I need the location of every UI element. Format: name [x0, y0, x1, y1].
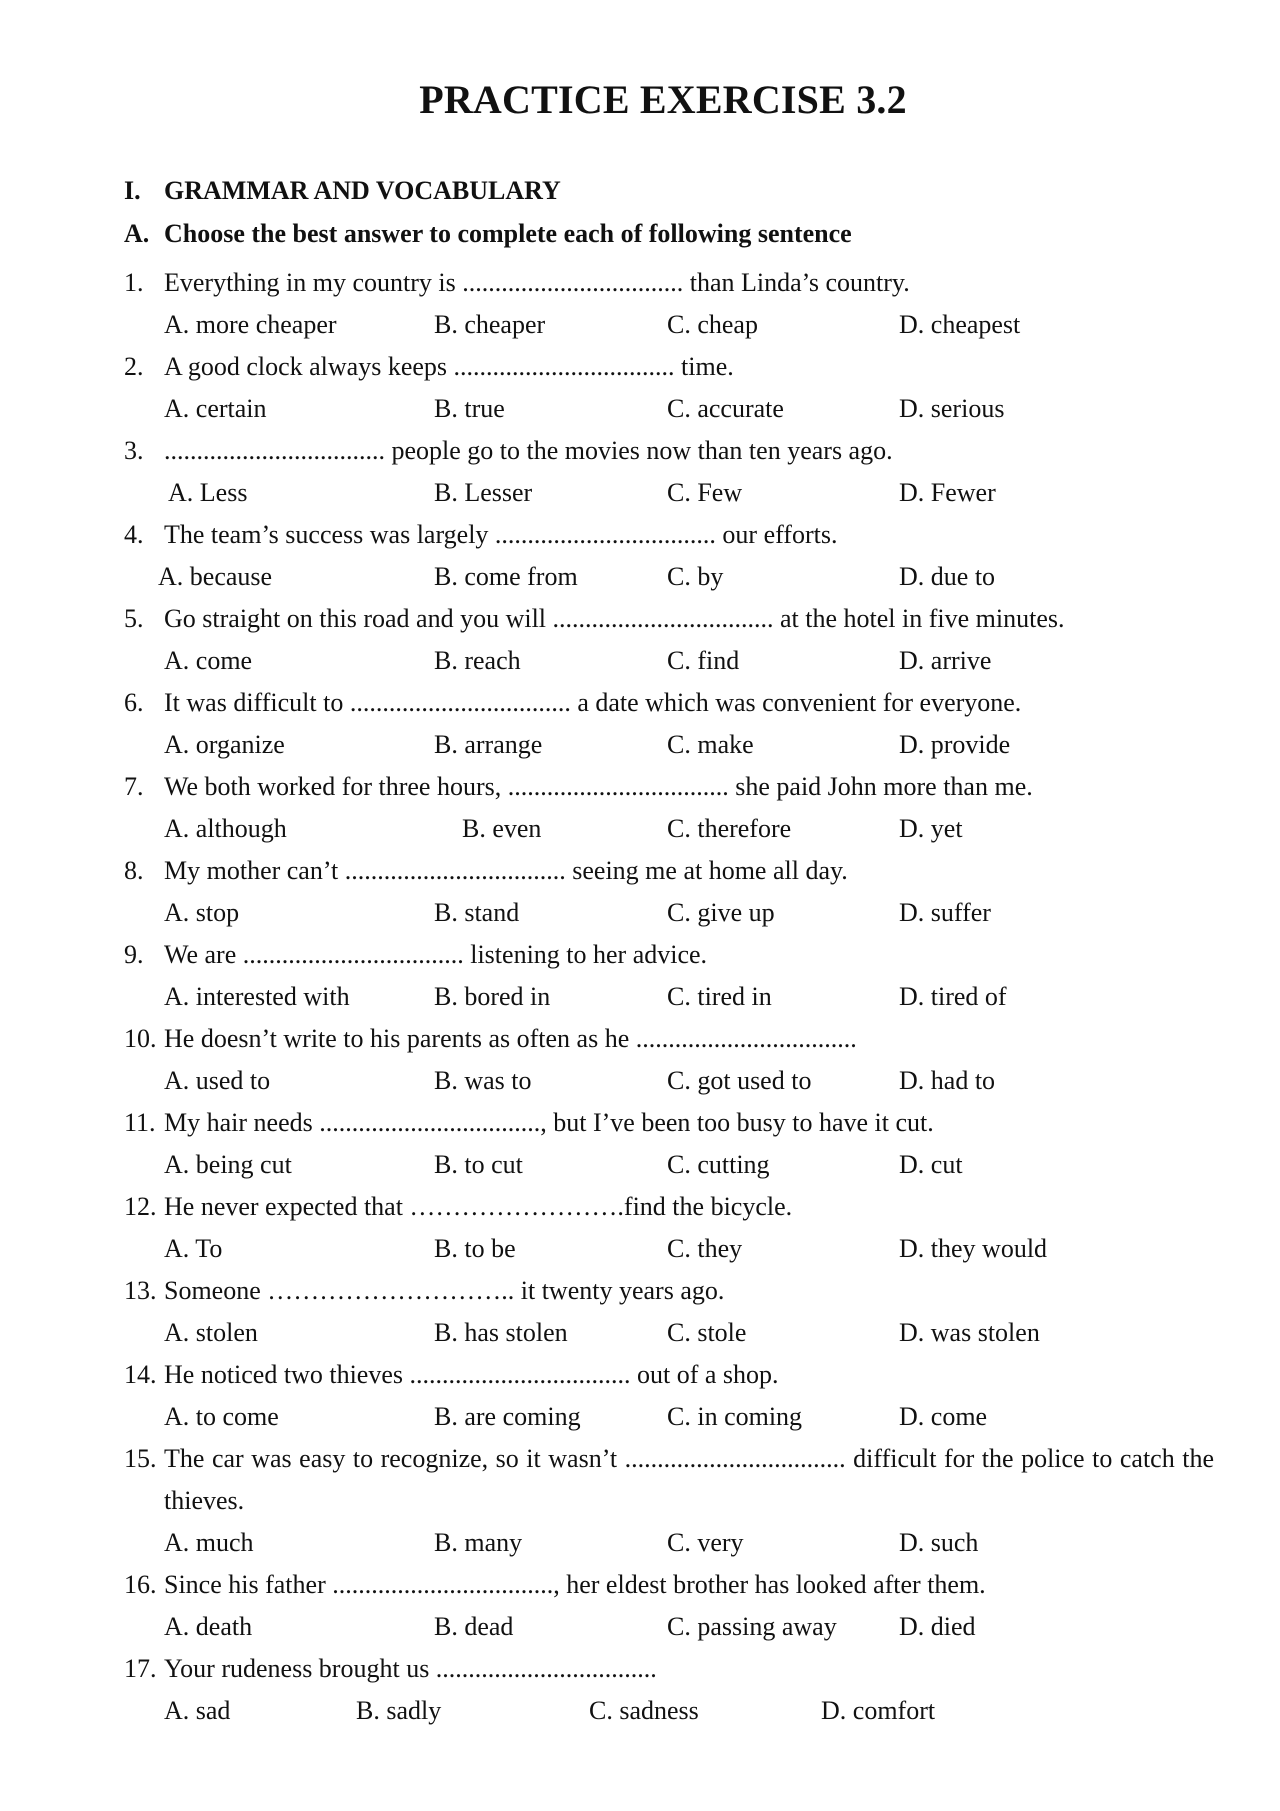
- option-b: B. to be: [434, 1234, 516, 1263]
- option-a: A. stolen: [164, 1318, 258, 1347]
- option-a: A. death: [164, 1612, 253, 1641]
- option-a: A. Less: [168, 478, 248, 507]
- answer-options: [124, 724, 1214, 766]
- question-number: 11.: [124, 1108, 156, 1137]
- section-label: GRAMMAR AND VOCABULARY: [164, 176, 561, 205]
- question-number: 14.: [124, 1360, 157, 1389]
- question-number: 15.: [124, 1444, 157, 1473]
- question-number: 16.: [124, 1570, 157, 1599]
- question-text: We are .................................. listening to her advice.: [164, 940, 708, 969]
- question-text: He doesn’t write to his parents as often as he ..................................: [164, 1024, 857, 1053]
- question-17: [124, 1648, 1214, 1732]
- question-9: [124, 934, 1214, 1018]
- option-b: B. sadly: [356, 1696, 442, 1725]
- option-a: A. to come: [164, 1402, 279, 1431]
- question-text: He never expected that …………………….find the bicycle.: [164, 1192, 793, 1221]
- page-title: PRACTICE EXERCISE 3.2: [419, 77, 907, 122]
- option-c: C. tired in: [667, 982, 772, 1011]
- option-a: A. more cheaper: [164, 310, 337, 339]
- option-c: C. therefore: [667, 814, 792, 843]
- question-number: 9.: [124, 940, 144, 969]
- option-c: C. got used to: [667, 1066, 812, 1095]
- question-16: [124, 1564, 1214, 1648]
- question-6: [124, 682, 1214, 766]
- question-text: My hair needs .................................., but I’ve been too busy to have it cut.: [164, 1108, 934, 1137]
- question-number: 2.: [124, 352, 144, 381]
- answer-options: [124, 1522, 1214, 1564]
- question-text: Since his father .................................., her eldest brother has looked after them.: [164, 1570, 986, 1599]
- question-list: [124, 262, 1214, 1732]
- answer-options: [124, 892, 1214, 934]
- option-b: B. Lesser: [434, 478, 533, 507]
- option-c: C. find: [667, 646, 740, 675]
- option-d: D. cut: [899, 1150, 963, 1179]
- question-11: [124, 1102, 1214, 1186]
- subsection-number: A.: [124, 219, 150, 248]
- question-5: [124, 598, 1214, 682]
- question-text: Go straight on this road and you will .................................. at the hotel in five minutes.: [164, 604, 1065, 633]
- option-a: A. interested with: [164, 982, 350, 1011]
- option-b: B. has stolen: [434, 1318, 568, 1347]
- answer-options: [124, 1606, 1214, 1648]
- option-a: A. because: [158, 562, 273, 591]
- question-number: 7.: [124, 772, 144, 801]
- option-c: C. they: [667, 1234, 743, 1263]
- answer-options: [124, 388, 1214, 430]
- question-number: 6.: [124, 688, 144, 717]
- question-number: 5.: [124, 604, 144, 633]
- question-2: [124, 346, 1214, 430]
- question-1: [124, 262, 1214, 346]
- question-number: 17.: [124, 1654, 157, 1683]
- option-a: A. certain: [164, 394, 267, 423]
- answer-options: [124, 304, 1214, 346]
- option-d: D. was stolen: [899, 1318, 1040, 1347]
- option-d: D. had to: [899, 1066, 996, 1095]
- question-4: [124, 514, 1214, 598]
- answer-options: [124, 1690, 1214, 1732]
- option-a: A. although: [164, 814, 287, 843]
- option-b: B. many: [434, 1528, 523, 1557]
- section-number: I.: [124, 176, 141, 205]
- question-13: [124, 1270, 1214, 1354]
- option-b: B. are coming: [434, 1402, 581, 1431]
- option-c: C. Few: [667, 478, 743, 507]
- question-text: The team’s success was largely .................................. our efforts.: [164, 520, 838, 549]
- option-b: B. bored in: [434, 982, 551, 1011]
- option-a: A. being cut: [164, 1150, 292, 1179]
- question-text: Someone ……………………….. it twenty years ago.: [164, 1276, 725, 1305]
- question-number: 10.: [124, 1024, 157, 1053]
- option-a: A. organize: [164, 730, 285, 759]
- question-text: Your rudeness brought us ..................................: [164, 1654, 657, 1683]
- option-d: D. serious: [899, 394, 1005, 423]
- question-number: 13.: [124, 1276, 157, 1305]
- option-a: A. sad: [164, 1696, 231, 1725]
- option-a: A. To: [164, 1234, 223, 1263]
- question-15: [124, 1438, 1214, 1564]
- option-a: A. used to: [164, 1066, 271, 1095]
- option-b: B. dead: [434, 1612, 514, 1641]
- option-d: D. suffer: [899, 898, 991, 927]
- option-b: B. come from: [434, 562, 578, 591]
- option-a: A. come: [164, 646, 253, 675]
- question-text: My mother can’t .................................. seeing me at home all day.: [164, 856, 848, 885]
- option-b: B. was to: [434, 1066, 532, 1095]
- question-text: .................................. people go to the movies now than ten years ago.: [164, 436, 893, 465]
- question-7: [124, 766, 1214, 850]
- answer-options: [124, 640, 1214, 682]
- answer-options: [124, 1396, 1214, 1438]
- option-d: D. yet: [899, 814, 963, 843]
- question-number: 3.: [124, 436, 144, 465]
- answer-options: [124, 1144, 1214, 1186]
- option-d: D. such: [899, 1528, 979, 1557]
- option-c: C. give up: [667, 898, 775, 927]
- option-c: C. stole: [667, 1318, 747, 1347]
- option-c: C. cheap: [667, 310, 758, 339]
- question-12: [124, 1186, 1214, 1270]
- answer-options: [124, 1312, 1214, 1354]
- answer-options: [124, 556, 1214, 598]
- option-b: B. arrange: [434, 730, 543, 759]
- option-c: C. accurate: [667, 394, 784, 423]
- subsection-label: Choose the best answer to complete each of following sentence: [164, 219, 852, 248]
- option-c: C. by: [667, 562, 724, 591]
- option-d: D. died: [899, 1612, 976, 1641]
- option-d: D. cheapest: [899, 310, 1021, 339]
- option-d: D. arrive: [899, 646, 992, 675]
- option-c: C. cutting: [667, 1150, 770, 1179]
- option-a: A. stop: [164, 898, 240, 927]
- option-c: C. sadness: [589, 1696, 699, 1725]
- option-d: D. due to: [899, 562, 996, 591]
- option-c: C. make: [667, 730, 754, 759]
- option-b: B. even: [462, 814, 542, 843]
- option-b: B. stand: [434, 898, 520, 927]
- option-b: B. true: [434, 394, 505, 423]
- option-b: B. reach: [434, 646, 521, 675]
- question-number: 1.: [124, 268, 144, 297]
- option-b: B. cheaper: [434, 310, 546, 339]
- question-number: 4.: [124, 520, 144, 549]
- question-text: We both worked for three hours, .................................. she paid John more than me.: [164, 772, 1033, 801]
- question-number: 8.: [124, 856, 144, 885]
- option-c: C. in coming: [667, 1402, 803, 1431]
- answer-options: [124, 472, 1214, 514]
- option-c: C. very: [667, 1528, 744, 1557]
- answer-options: [124, 808, 1214, 850]
- option-d: D. comfort: [821, 1696, 936, 1725]
- question-text: The car was easy to recognize, so it wasn’t .................................. difficult for the police to catch the thieves.: [164, 1444, 1214, 1515]
- answer-options: [124, 1228, 1214, 1270]
- question-text: A good clock always keeps .................................. time.: [164, 352, 734, 381]
- question-number: 12.: [124, 1192, 157, 1221]
- answer-options: [124, 976, 1214, 1018]
- option-d: D. come: [899, 1402, 988, 1431]
- option-a: A. much: [164, 1528, 254, 1557]
- question-8: [124, 850, 1214, 934]
- option-b: B. to cut: [434, 1150, 523, 1179]
- question-3: [124, 430, 1214, 514]
- question-text: It was difficult to .................................. a date which was convenient for everyone.: [164, 688, 1022, 717]
- subsection-heading: [124, 219, 852, 249]
- option-c: C. passing away: [667, 1612, 837, 1641]
- question-10: [124, 1018, 1214, 1102]
- question-text: Everything in my country is .................................. than Linda’s country.: [164, 268, 910, 297]
- option-d: D. Fewer: [899, 478, 996, 507]
- option-d: D. provide: [899, 730, 1011, 759]
- answer-options: [124, 1060, 1214, 1102]
- section-heading: [124, 176, 561, 206]
- question-text: He noticed two thieves .................................. out of a shop.: [164, 1360, 779, 1389]
- question-14: [124, 1354, 1214, 1438]
- option-d: D. they would: [899, 1234, 1048, 1263]
- option-d: D. tired of: [899, 982, 1007, 1011]
